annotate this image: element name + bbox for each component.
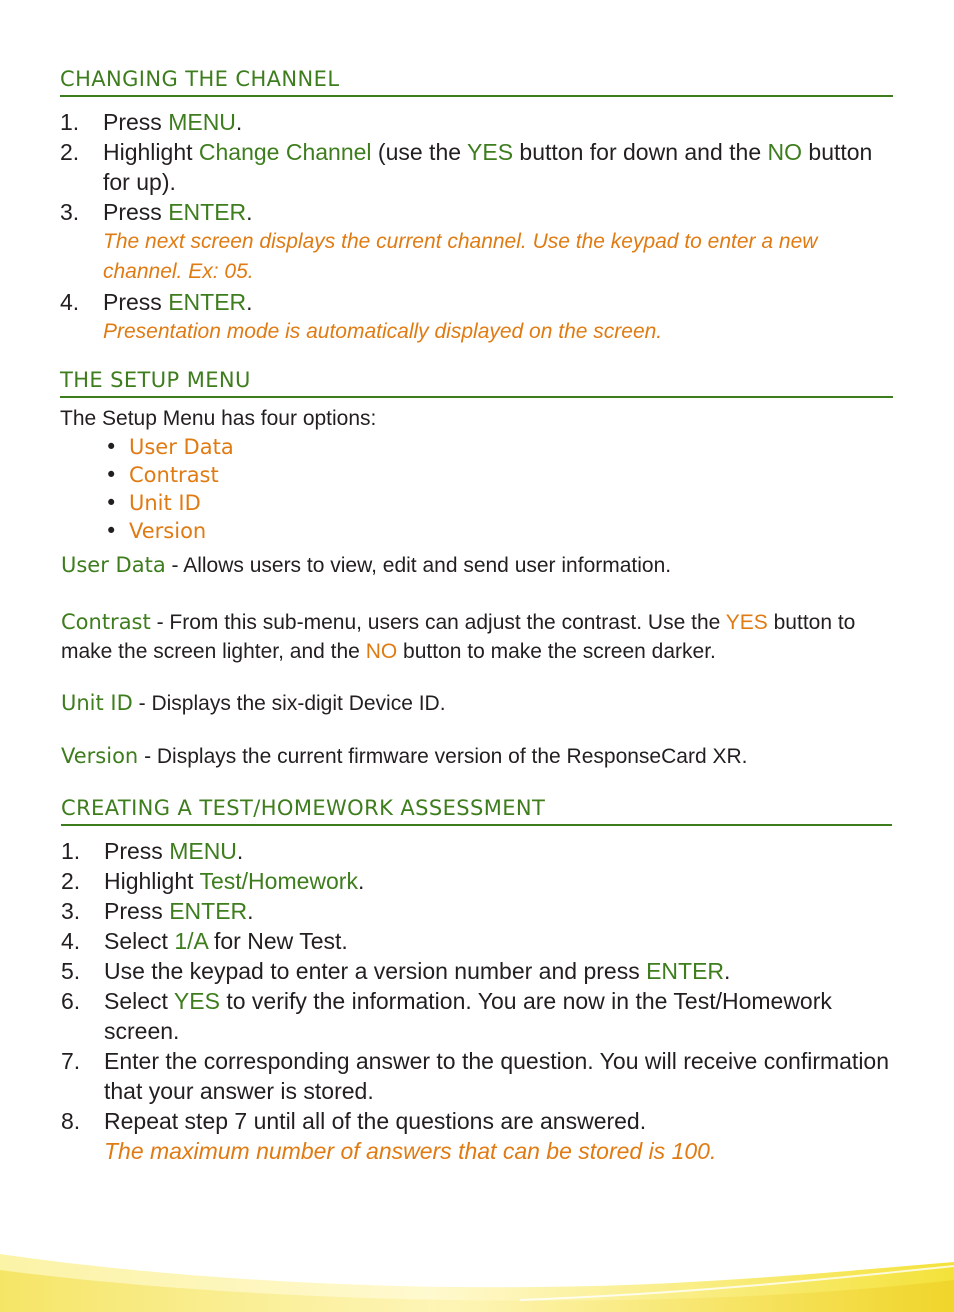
step-number: 5. [61, 958, 81, 984]
step-number: 2. [60, 139, 80, 165]
description-text: button to make the screen darker. [397, 640, 716, 663]
list-item [61, 836, 892, 866]
step-keyword: Change Channel [198, 139, 372, 165]
step-text: button for down and the [513, 139, 768, 165]
step-note: The next screen displays the current channel. Use the keypad to enter a new channel. Ex: 05. [103, 230, 818, 283]
step-text: . [235, 109, 243, 135]
list-item [61, 926, 892, 956]
list-item [60, 107, 893, 137]
step-number: 3. [61, 898, 81, 924]
list-item [61, 866, 892, 896]
section-changing-channel [60, 67, 893, 347]
step-keyword: MENU [169, 838, 237, 864]
description-term: Version [61, 744, 139, 768]
step-keyword: ENTER [646, 958, 725, 984]
decorative-swoosh [0, 1240, 954, 1312]
step-text: Highlight [104, 868, 200, 894]
list-item [60, 287, 893, 347]
step-note: Presentation mode is automatically displayed on the screen. [103, 320, 663, 343]
step-number: 6. [61, 988, 81, 1014]
list-item [105, 489, 893, 517]
contrast-description [61, 608, 906, 666]
description-keyword: NO [365, 640, 398, 663]
step-text: Use the keypad to enter a version number and press [104, 958, 647, 984]
list-item [105, 517, 893, 545]
section-test-homework [61, 796, 892, 1166]
list-item [61, 956, 892, 986]
step-text: . [236, 838, 244, 864]
step-number: 8. [61, 1108, 81, 1134]
option-label: Unit ID [129, 491, 201, 515]
steps-list [61, 836, 892, 1166]
step-text: Repeat step 7 until all of the questions are answered. [104, 1108, 647, 1134]
step-keyword: ENTER [169, 898, 248, 924]
step-text: Press [104, 838, 170, 864]
list-item [61, 1046, 892, 1106]
description-text: - From this sub-menu, users can adjust the contrast. Use the [150, 611, 726, 634]
step-keyword: 1/A [174, 928, 208, 954]
step-text: Press [104, 898, 170, 924]
step-text: (use the [371, 139, 468, 165]
step-keyword: MENU [168, 109, 236, 135]
options-list [60, 433, 893, 545]
section-heading: CREATING A TEST/HOMEWORK ASSESSMENT [61, 796, 892, 826]
step-text: Press [103, 109, 169, 135]
option-label: Contrast [129, 463, 219, 487]
intro-text: The Setup Menu has four options: [60, 407, 377, 430]
section-setup-menu [60, 368, 893, 545]
bullet: • [105, 519, 118, 543]
steps-list [60, 107, 893, 347]
step-keyword: YES [173, 988, 220, 1014]
description-term: Unit ID [61, 691, 133, 715]
step-text: . [246, 199, 253, 225]
step-text: button for up). [103, 139, 873, 195]
step-number: 3. [60, 199, 80, 225]
section-heading: CHANGING THE CHANNEL [60, 67, 893, 97]
step-note: The maximum number of answers that can be stored is 100. [104, 1138, 717, 1164]
description-text: - Displays the current firmware version of the ResponseCard XR. [138, 745, 748, 768]
description-text: button to make the screen lighter, and the [61, 611, 856, 663]
step-number: 7. [61, 1048, 81, 1074]
description-text: - Displays the six-digit Device ID. [132, 692, 446, 715]
step-keyword: Test/Homework [199, 868, 358, 894]
step-keyword: YES [467, 139, 514, 165]
step-text: to verify the information. You are now in the Test/Homework screen. [104, 988, 832, 1044]
description-term: Contrast [61, 610, 151, 634]
step-keyword: ENTER [168, 199, 247, 225]
step-text: Press [103, 289, 169, 315]
step-number: 4. [61, 928, 81, 954]
description-term: User Data [61, 553, 166, 577]
section-heading: THE SETUP MENU [60, 368, 893, 398]
list-item [105, 433, 893, 461]
step-text: Press [103, 199, 169, 225]
list-item [61, 896, 892, 926]
step-text: . [247, 898, 254, 924]
description-text: - Allows users to view, edit and send user information. [165, 554, 672, 577]
step-text: Select [104, 928, 175, 954]
step-number: 2. [61, 868, 81, 894]
bullet: • [105, 435, 118, 459]
unit-id-description [61, 689, 901, 718]
step-text: . [246, 289, 253, 315]
description-keyword: YES [725, 611, 768, 634]
step-keyword: NO [767, 139, 803, 165]
user-data-description [61, 551, 901, 580]
step-number: 1. [60, 109, 80, 135]
list-item [60, 137, 893, 197]
step-text: . [724, 958, 731, 984]
bullet: • [105, 463, 118, 487]
step-text: for New Test. [207, 928, 348, 954]
option-label: User Data [129, 435, 234, 459]
option-label: Version [129, 519, 207, 543]
step-text: Enter the corresponding answer to the question. You will receive confirmation that your answer is stored. [104, 1048, 890, 1104]
step-text: . [357, 868, 365, 894]
bullet: • [105, 491, 118, 515]
list-item [105, 461, 893, 489]
step-number: 1. [61, 838, 81, 864]
step-text: Select [104, 988, 174, 1014]
list-item [61, 986, 892, 1046]
list-item [61, 1106, 892, 1166]
step-number: 4. [60, 289, 80, 315]
list-item [60, 197, 893, 287]
step-text: Highlight [103, 139, 199, 165]
version-description [61, 742, 901, 771]
step-keyword: ENTER [168, 289, 247, 315]
